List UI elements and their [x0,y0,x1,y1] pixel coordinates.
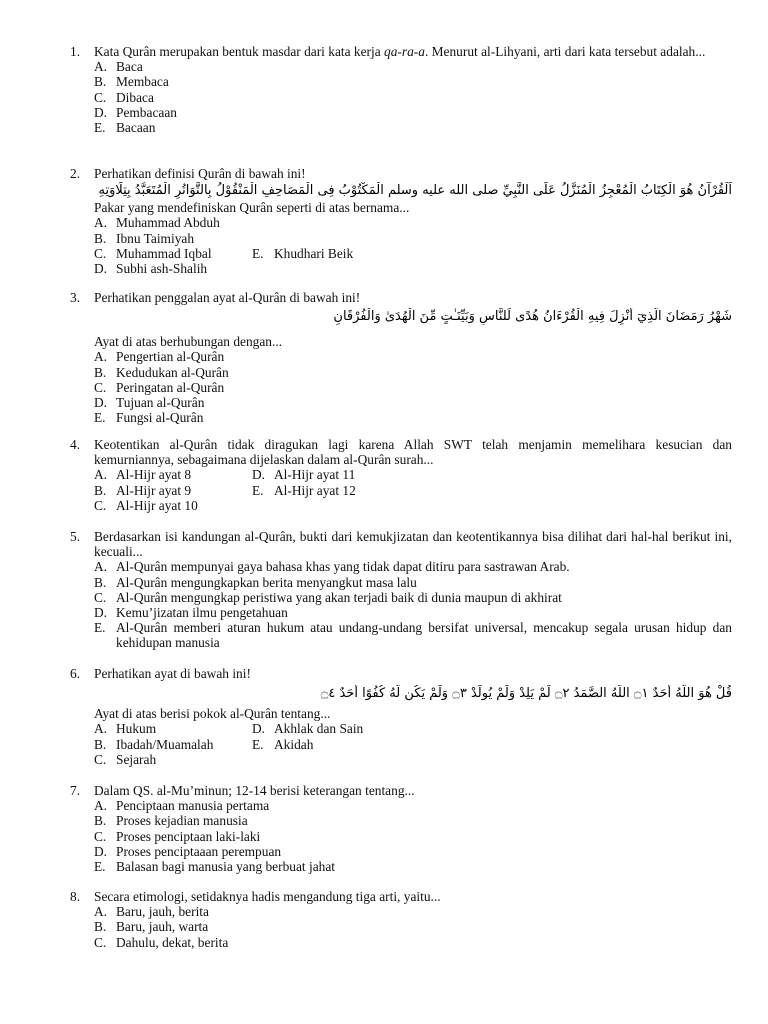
option-text: Membaca [116,74,169,90]
option-letter: C. [94,751,107,767]
question-stem: Perhatikan penggalan ayat al-Qurân di bawah ini! [94,290,361,305]
option-e[interactable] [94,410,732,425]
option-letter: A. [94,721,108,737]
option-letter: A. [94,215,108,231]
question-6 [70,666,732,767]
option-d[interactable] [252,721,410,736]
option-text: Khudhari Beik [274,245,354,261]
question-number: 4. [70,437,81,452]
option-letter: D. [94,104,108,120]
arabic-verse: قُلْ هُوَ اللَّهُ أَحَدٌ ۝١ اللَّهُ الصَّمَدُ ۝٢ لَمْ يَلِدْ وَلَمْ يُولَدْ ۝٣ وَلَمْ يَكُن لَّهُ كُفُوًا أَحَدٌ ۝٤ [320,686,732,702]
question-number: 6. [70,666,81,681]
question-stem [94,44,732,59]
option-c[interactable] [94,246,252,261]
option-text: Pembacaan [116,104,177,120]
option-b[interactable] [94,74,732,89]
option-letter: D. [94,843,108,859]
option-letter: E. [94,120,106,136]
option-letter: A. [94,349,108,365]
option-c[interactable] [94,752,732,767]
option-text: Pengertian al-Qurân [116,349,225,365]
option-letter: B. [94,813,107,829]
option-text: Sejarah [116,751,157,767]
option-letter: D. [252,467,266,483]
option-d[interactable] [252,467,410,482]
option-text: Al-Qurân mengungkap peristiwa yang akan terjadi baik di dunia maupun di akhirat [116,589,562,605]
arabic-verse: شَهْرُ رَمَضَانَ الَّذِيٓ أُنْزِلَ فِيهِ الْقُرْءَانُ هُدًى لِّلنَّاسِ وَبَيِّنَـٰتٍ مِّنَ الْهُدَىٰ وَالْفُرْقَانِ [333,309,732,325]
question-stem: Perhatikan ayat di bawah ini! [94,666,251,681]
option-letter: C. [94,89,107,105]
question-number: 7. [70,783,81,798]
option-letter: E. [252,245,264,261]
option-d[interactable] [94,605,732,620]
option-letter: B. [94,574,107,590]
option-letter: C. [94,245,107,261]
option-letter: D. [94,395,108,411]
option-text: Fungsi al-Qurân [116,410,204,426]
option-text: Baru, jauh, warta [116,919,209,935]
option-b[interactable] [94,231,732,246]
option-text: Al-Qurân mengungkapkan berita menyangkut masa lalu [116,574,417,590]
option-letter: E. [94,620,106,636]
question-number: 8. [70,889,81,904]
option-a[interactable] [94,559,732,574]
option-row [94,246,732,261]
option-b[interactable] [94,365,732,380]
option-c[interactable] [94,590,732,605]
option-letter: E. [94,859,106,875]
option-letter: C. [94,497,107,513]
option-letter: B. [94,919,107,935]
option-letter: C. [94,934,107,950]
option-d[interactable] [94,844,732,859]
option-text: Subhi ash-Shalih [116,261,208,277]
option-letter: B. [94,74,107,90]
option-a[interactable] [94,59,732,74]
question-3 [70,290,732,425]
stem-text: Kata Qurân merupakan bentuk masdar dari kata kerja [94,44,385,59]
option-text: Peringatan al-Qurân [116,379,225,395]
question-prompt: Ayat di atas berhubungan dengan... [94,334,283,350]
question-prompt: Pakar yang mendefiniskan Qurân seperti di atas bernama... [94,200,410,216]
option-text: Al-Hijr ayat 12 [274,482,356,498]
option-b[interactable] [94,813,732,828]
option-c[interactable] [94,935,732,950]
option-letter: C. [94,379,107,395]
option-e[interactable] [94,120,732,135]
option-text: Ibadah/Muamalah [116,736,214,752]
question-number: 5. [70,529,81,544]
question-stem: Perhatikan definisi Qurân di bawah ini! [94,166,306,181]
option-text: Dahulu, dekat, berita [116,934,229,950]
option-text: Muhammad Iqbal [116,245,212,261]
option-d[interactable] [94,261,732,276]
option-e[interactable] [94,859,732,874]
option-letter: E. [252,736,264,752]
option-a[interactable] [94,904,732,919]
option-text: Balasan bagi manusia yang berbuat jahat [116,859,336,875]
option-b[interactable] [94,575,732,590]
question-4 [70,437,732,513]
option-text: Al-Hijr ayat 9 [116,482,192,498]
option-letter: C. [94,589,107,605]
option-c[interactable] [94,829,732,844]
question-5 [70,529,732,651]
stem-text: . Menurut al-Lihyani, arti dari kata tersebut adalah... [424,44,706,59]
option-text: Baru, jauh, berita [116,904,209,920]
option-e[interactable] [252,483,410,498]
option-a[interactable] [94,467,252,482]
option-letter: D. [94,605,108,621]
question-7 [70,783,732,874]
option-letter: B. [94,736,107,752]
option-letter: B. [94,482,107,498]
option-text: Proses kejadian manusia [116,813,248,829]
option-text: Proses penciptaan laki-laki [116,828,261,844]
option-text: Al-Qurân mempunyai gaya bahasa khas yang tidak dapat ditiru para sastrawan Arab. [116,559,570,575]
question-2 [70,166,732,276]
option-letter: E. [94,410,106,426]
option-letter: D. [94,261,108,277]
option-letter: A. [94,59,108,75]
option-text: Ibnu Taimiyah [116,230,195,246]
option-letter: A. [94,467,108,483]
option-text: Al-Hijr ayat 10 [116,497,198,513]
question-1 [70,44,732,135]
option-text: Kedudukan al-Qurân [116,364,229,380]
option-letter: B. [94,230,107,246]
question-number: 3. [70,290,81,305]
option-e[interactable] [252,737,410,752]
option-text: Bacaan [116,120,156,136]
option-c[interactable] [94,90,732,105]
option-row [94,721,732,736]
question-stem: Dalam QS. al-Mu’minun; 12-14 berisi keterangan tentang... [94,783,415,798]
option-text: Muhammad Abduh [116,215,220,231]
option-letter: C. [94,828,107,844]
option-text: Dibaca [116,89,154,105]
option-text: Hukum [116,721,157,737]
question-stem: Berdasarkan isi kandungan al-Qurân, bukti dari kemukjizatan dan keotentikannya bisa dilihat dari hal-hal berikut ini, kecuali... [94,529,732,560]
option-text: Kemu’jizatan ilmu pengetahuan [116,605,288,621]
option-b[interactable] [94,919,732,934]
option-d[interactable] [94,105,732,120]
option-c[interactable] [94,498,732,513]
option-b[interactable] [94,737,252,752]
option-a[interactable] [94,721,252,736]
question-number: 2. [70,166,81,181]
option-row [94,467,732,482]
option-letter: A. [94,559,108,575]
option-text: Baca [116,59,143,75]
option-a[interactable] [94,349,732,364]
question-8 [70,889,732,950]
option-text: Al-Hijr ayat 8 [116,467,192,483]
arabic-definition: اَلْقُرْآنُ هُوَ الْكِتَابُ الْمُعْجِزُ الْمُنَزَّلُ عَلَى النَّبِيِّ صلى الله عليه وسلم الْمَكْتُوْبُ فِى الْمَصَاحِفِ الْمَنْقُوْلُ بِالتَّوَاتُرِ الْمُتَعَبَّدُ بِتِلَاوَتِهِ [98,183,732,199]
option-text: Tujuan al-Qurân [116,395,205,411]
option-text: Akhlak dan Sain [274,721,364,737]
question-number: 1. [70,44,81,59]
option-row [94,737,732,752]
option-letter: D. [252,721,266,737]
option-letter: A. [94,798,108,814]
stem-italic-term: qa-ra-a [384,44,425,59]
option-e[interactable] [252,246,410,261]
option-b[interactable] [94,483,252,498]
option-d[interactable] [94,395,732,410]
option-text: Al-Hijr ayat 11 [274,467,356,483]
question-prompt: Ayat di atas berisi pokok al-Qurân tentang... [94,706,331,722]
option-letter: B. [94,364,107,380]
option-row [94,483,732,498]
option-letter: A. [94,904,108,920]
option-a[interactable] [94,798,732,813]
question-stem: Keotentikan al-Qurân tidak diragukan lagi karena Allah SWT telah menjamin memelihara kesucian dan kemurniannya, sebagaimana dijelaskan dalam al-Qurân surah... [94,437,732,468]
option-text: Akidah [274,736,314,752]
option-e[interactable] [94,620,732,650]
option-text: Al-Qurân memberi aturan hukum atau undang-undang bersifat universal, mencakup segala urusan hidup dan kehidupan manusia [116,620,732,651]
option-letter: E. [252,482,264,498]
option-text: Proses penciptaaan perempuan [116,843,282,859]
question-stem: Secara etimologi, setidaknya hadis mengandung tiga arti, yaitu... [94,889,441,904]
option-text: Penciptaan manusia pertama [116,798,270,814]
option-c[interactable] [94,380,732,395]
option-a[interactable] [94,215,732,230]
